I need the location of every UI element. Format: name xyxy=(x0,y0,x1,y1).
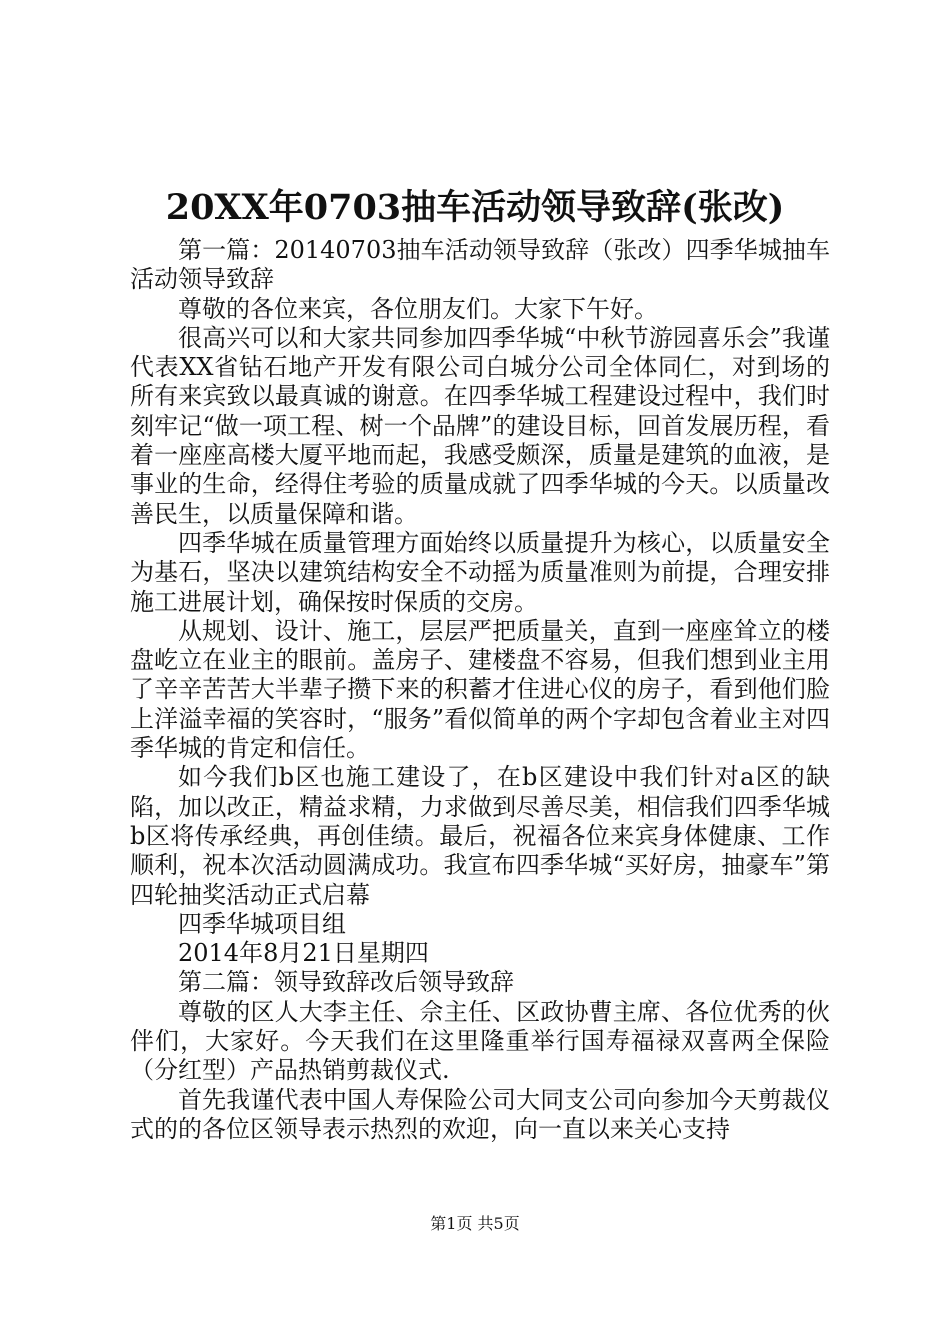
paragraph-2: 尊敬的各位来宾，各位朋友们。大家下午好。 xyxy=(178,294,658,323)
signature-date: 2014年8月21日星期四 xyxy=(178,939,429,968)
document-body xyxy=(130,236,830,1144)
document-title: 20XX年0703抽车活动领导致辞(张改) xyxy=(165,187,785,228)
signature-org: 四季华城项目组 xyxy=(178,909,346,938)
paragraph-5: 从规划、设计、施工，层层严把质量关，直到一座座耸立的楼盘屹立在业主的眼前。盖房子、建楼盘不容易，但我们想到业主用了辛辛苦苦大半辈子攒下来的积蓄才住进心仪的房子，看到他们脸上洋溢幸福的笑容时，“服务”看似简单的两个字却包含着业主对四季华城的肯定和信任。 xyxy=(130,616,830,763)
paragraph-4: 四季华城在质量管理方面始终以质量提升为核心，以质量安全为基石，坚决以建筑结构安全不动摇为质量准则为前提，合理安排施工进展计划，确保按时保质的交房。 xyxy=(130,528,830,616)
paragraph-8: 首先我谨代表中国人寿保险公司大同支公司向参加今天剪裁仪式的的各位区领导表示热烈的欢迎，向一直以来关心支持 xyxy=(130,1085,830,1143)
paragraph-6: 如今我们b区也施工建设了，在b区建设中我们针对a区的缺陷，加以改正，精益求精，力求做到尽善尽美，相信我们四季华城b区将传承经典，再创佳绩。最后，祝福各位来宾身体健康、工作顺利，祝本次活动圆满成功。我宣布四季华城“买好房，抽豪车”第四轮抽奖活动正式启幕 xyxy=(130,763,830,909)
paragraph-7: 尊敬的区人大李主任、佘主任、区政协曹主席、各位优秀的伙伴们，大家好。今天我们在这里隆重举行国寿福禄双喜两全保险（分红型）产品热销剪裁仪式. xyxy=(130,997,830,1085)
page-footer: 第1页 共5页 xyxy=(430,1214,520,1233)
section-heading-2: 第二篇：领导致辞改后领导致辞 xyxy=(178,968,514,997)
paragraph-3: 很高兴可以和大家共同参加四季华城“中秋节游园喜乐会”我谨代表XX省钻石地产开发有限公司白城分公司全体同仁，对到场的所有来宾致以最真诚的谢意。在四季华城工程建设过程中，我们时刻牢记“做一项工程、树一个品牌”的建设目标，回首发展历程，看着一座座高楼大厦平地而起，我感受颇深，质量是建筑的血液，是事业的生命，经得住考验的质量成就了四季华城的今天。以质量改善民生，以质量保障和谐。 xyxy=(130,323,830,528)
paragraph-1: 第一篇：20140703抽车活动领导致辞（张改）四季华城抽车活动领导致辞 xyxy=(130,236,830,294)
